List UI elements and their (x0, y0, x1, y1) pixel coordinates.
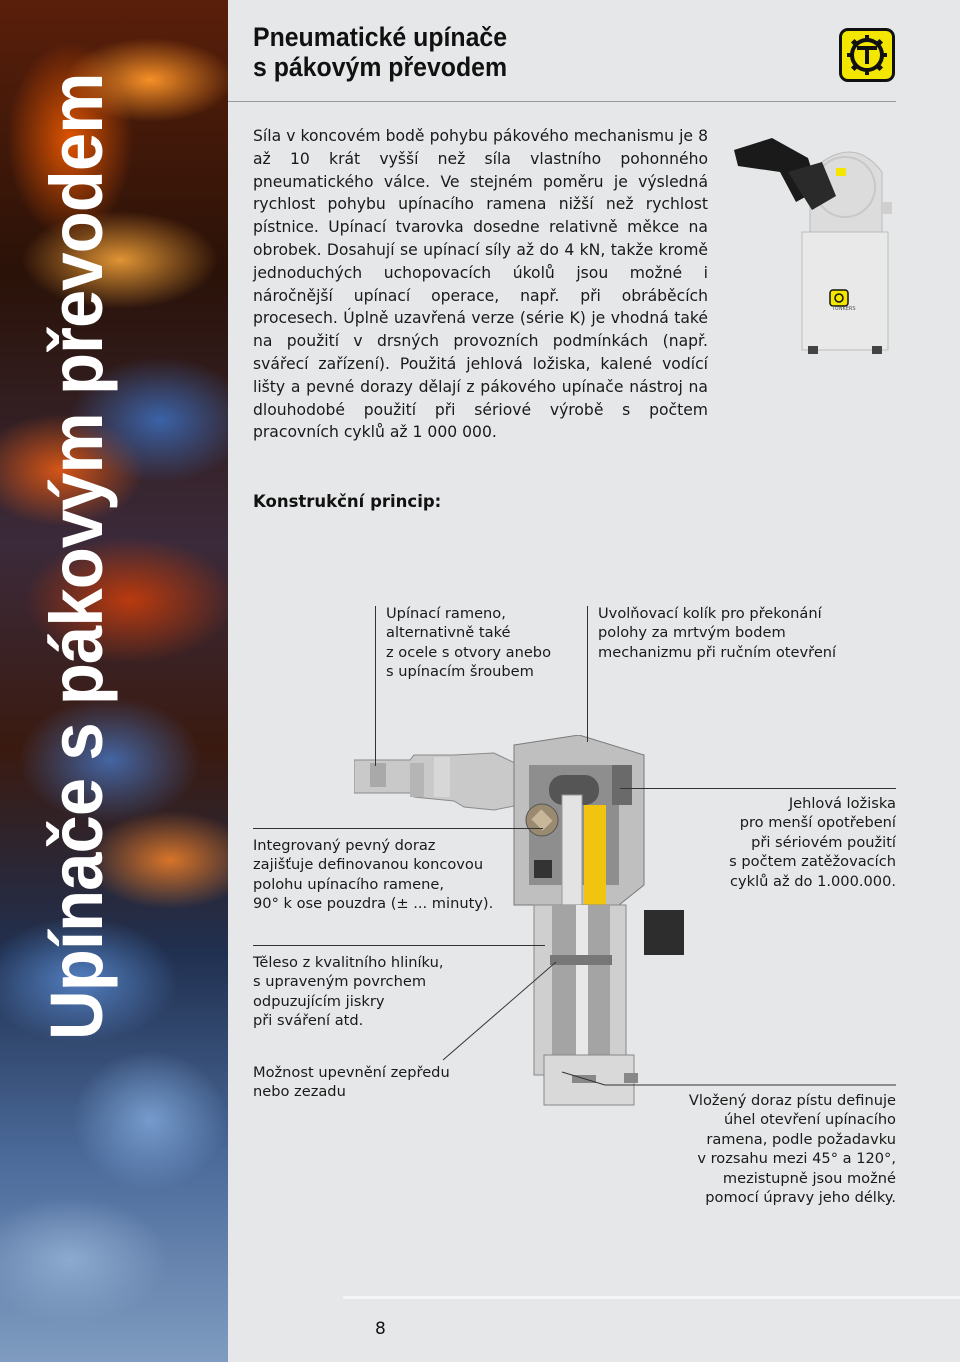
section-heading: Konstrukční princip: (253, 492, 442, 511)
note-body: Těleso z kvalitního hliníku, s upraveným povrchem odpuzujícím jiskry při sváření atd. (253, 954, 444, 1030)
note-release-pin: Uvolňovací kolík pro překonání polohy za mrtvým bodem mechanizmu při ručním otevření (598, 605, 837, 661)
side-title: Upínače s pákovým převodem (35, 73, 118, 1041)
note-clamp-arm: Upínací rameno, alternativně také z ocele s otvory anebo s upínacím šroubem (386, 605, 551, 681)
page-number: 8 (375, 1319, 386, 1339)
product-label: TÜNKERS (832, 306, 856, 312)
note-fixed-stop: Integrovaný pevný doraz zajišťuje definovanou koncovou polohu upínacího ramene, 90° k ose pouzdra (± ... minuty). (253, 837, 494, 913)
title-line-2: s pákovým převodem (253, 52, 508, 82)
title-line-1: Pneumatické upínače (253, 22, 508, 52)
note-piston-stop: Vložený doraz pístu definuje úhel otevření upínacího ramena, podle požadavku v rozsahu mezi 45° a 120°, mezistupně jsou možné pomocí úpravy jeho délky. (688, 1092, 896, 1207)
note-needle-bearings: Jehlová ložiska pro menší opotřebení při sériovém použití s počtem zatěžovacích cyklů až do 1.000.000. (729, 795, 896, 890)
note-mounting: Možnost upevnění zepředu nebo zezadu (253, 1064, 450, 1101)
footer-divider (343, 1296, 960, 1299)
intro-paragraph: Síla v koncovém bodě pohybu pákového mechanismu je 8 až 10 krát vyšší než síla vlastního pohonného pneumatického válce. Ve stejném poměru je výsledná rychlost pohybu upínacího ramena nižší než rychlost pístnice. Upínací tvarovka dosedne relativně měkce na obrobek. Dosahují se upínací síly až do 4 kN, takže kromě jednoduchých uchopovacích úkolů jsou možné i náročnější upínací operace, např. při obráběcích procesech. Úplně uzavřená verze (série K) je vhodná také na použití v drsných provozních podmínkách (např. svářecí zařízení). Použitá jehlová ložiska, kalené vodící lišty a pevné dorazy dělají z pákového upínače nástroj na dlouhodobé použití při sériové výrobě s počtem pracovních cyklů až 1 000 000. (253, 127, 708, 442)
